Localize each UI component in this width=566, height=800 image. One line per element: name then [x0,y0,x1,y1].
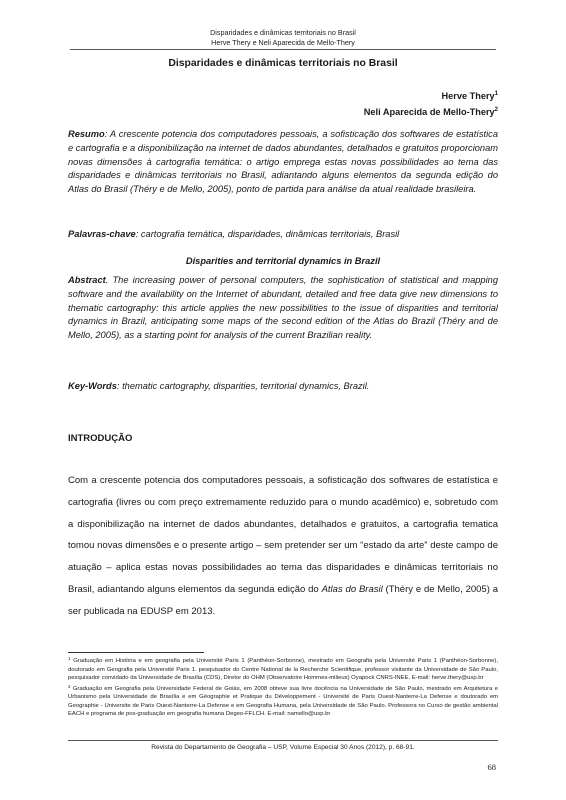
footnote-rule [68,652,204,653]
intro-text-part1: Com a crescente potencia dos computadores pessoais, a sofisticação dos softwares de estatística e cartografia (livres ou com preço extremamente reduzido para o mundo acadêmico) e, sobretudo com a disponibilização na internet de dados abundantes, detalhados e gratuitos, a cartografia tematica tomou novas dimensões e o presente artigo – sem pretender ser um “estado da arte” deste campo de atuação – aplica estas novas possibilidades ao tema das disparidades e dinâmicas territoriais no Brasil, adiantando alguns elementos da segunda edição do [68,475,498,595]
key-words-text: : thematic cartography, disparities, territorial dynamics, Brazil. [116,381,370,391]
header-rule [70,49,496,50]
abstract-paragraph [68,274,498,343]
palavras-chave-label: Palavras-chave [68,229,136,239]
footnote-marker: 2 [494,107,498,113]
footer-rule [68,740,498,741]
author-name: Herve Thery [441,91,495,101]
footnote-1 [68,655,498,683]
palavras-chave-text: : cartografia temática, disparidades, dinâmicas territoriais, Brasil [135,229,400,239]
footnote-number: 2 [68,683,71,689]
resumo-text: : A crescente potencia dos computadores pessoais, a sofisticação dos softwares de estatística e cartografia e a disponibilização na internet de dados abundantes, detalhados e gratuitos proporcionam novas dimensões à cartografia temática: o artigo emprega estas novas possibilidades ao tema das disparidades e dinâmicas territoriais no Brasil, adiantando alguns elementos da segunda edição do Atlas do Brasil (Théry e de Mello, 2005), ponto de partida para análise da atual realidade brasileira. [68,129,499,195]
author-name: Neli Aparecida de Mello-Thery [363,107,495,117]
intro-italic-title: Atlas do Brasil [321,583,383,595]
resumo-paragraph [68,128,498,197]
running-header [0,28,566,47]
footnote-marker: 1 [494,91,498,97]
author-list [364,87,498,119]
abstract-text: . The increasing power of personal computers, the sophistication of statistical and mapping software and the availability on the Internet of abundant, detailed and free data give new dimensions to thematic cartography: this article applies the new possibilities to the issue of disparities and territorial dynamics in Brazil, anticipating some maps of the second edition of the Atlas do Brazil (Théry and de Mello, 2005), as a starting point for analysis of the current Brazilian reality. [68,275,498,341]
running-header-title: Disparidades e dinâmicas territoriais no Brasil [210,28,356,37]
footnotes [68,655,498,719]
key-words-label: Key-Words [68,381,117,391]
section-heading: INTRODUÇÃO [68,433,133,444]
key-words-paragraph [68,380,498,394]
author-1 [364,87,498,103]
palavras-chave-paragraph [68,228,498,242]
paper-title: Disparidades e dinâmicas territoriais no Brasil [168,58,398,69]
journal-footer: Revista do Departamento de Geografia – USP, Volume Especial 30 Anos (2012), p. 68-91. [151,744,415,751]
resumo-label: Resumo [68,129,105,139]
intro-paragraph [68,470,498,623]
footnote-text: Graduação em História e em geografia pela Université Paris 1 (Panthéon-Sorbonne), mestrado em Geografia pela Université Paris 1 (Panthéon-Sorbonne), doutorado em Geografia pela Université Paris 1. pesquisador do Centre National de la Recherche Scientifique, professor visitante da Universidade de São Paulo, pesquisador convidado da Universidade de Brasília (CDS), Diretor do OHM (Observatoire Hommes-milieux) Oyapock CNRS-INEE. E-mail: herve.thery@usp.br [68,658,498,681]
author-2 [364,103,498,119]
footnote-text: Graduação em Geografia pela Universidade Federal de Goiás, em 2008 obteve sua livre docência na Universidade de São Paulo, mestrado em Arquitetura e Urbanismo pela Universidade de Brasília e em Géographie et Pratique du Développement - Université de Paris Ouest-Nanterre-La Defense e doutorado em Geographie - Universite de Paris Ouest-Nanterre-La Defense e em Geografia Humana, pela Universidade de São Paulo. Professora no Curso de gestão ambiental EACH e programa de pos-graduação em geografia humana Degeo-FFLCH. E-mail: namello@usp.br [68,685,498,717]
running-header-authors: Herve Thery e Neli Aparecida de Mello-Thery [211,37,355,47]
english-title: Disparities and territorial dynamics in Brazil [185,256,381,266]
footnote-2 [68,683,498,719]
footnote-number: 1 [68,656,71,661]
abstract-label: Abstract [68,275,106,285]
page-number: 68 [487,762,496,772]
intro-text-part2: (Théry e de Mello, 2005) a ser publicada na EDUSP em 2013. [68,583,498,617]
